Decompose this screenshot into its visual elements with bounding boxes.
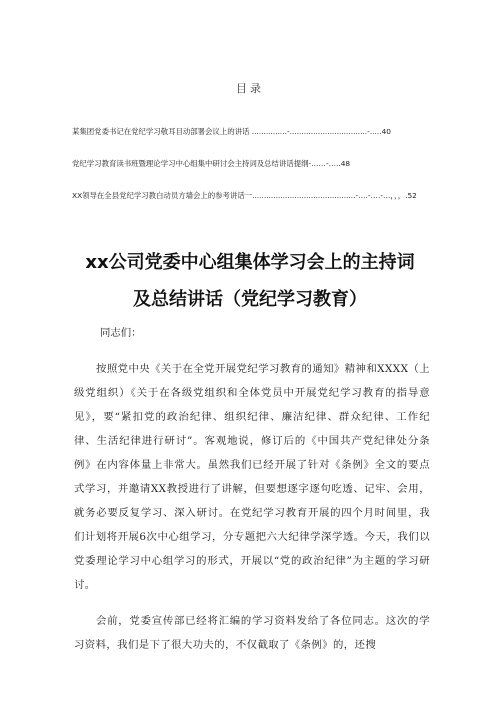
document-title: [60, 244, 440, 318]
document-title-line: xx公司党委中心组集体学习会上的主持词: [85, 252, 415, 273]
salutation: 同志们：: [100, 327, 142, 339]
toc-entry[interactable]: 党纪学习教育读书班暨理论学习中心组集中研讨会主持词及总结讲话提纲-……-…..48: [72, 159, 351, 168]
table-of-contents: [72, 126, 430, 222]
toc-entry[interactable]: 某集团党委书记在党纪学习敬耳目动部署会议上的讲话 ...............-.................................-.....40: [72, 127, 391, 136]
paragraph: 会前，党委宣传部已经将汇编的学习资料发给了各位同志。这次的学习资料，我们是下了很大功夫的，不仅截取了《条例》的，还搜: [74, 615, 430, 651]
document-title-line: 及总结讲话（党纪学习教育）: [133, 289, 367, 310]
document-body: [74, 321, 430, 669]
toc-entry[interactable]: XX领导在全县党纪学习教白动员方墙会上的参考讲话一............................................-….-….-…，，，.52: [72, 191, 417, 200]
toc-title: 目录: [236, 82, 264, 95]
paragraph: 按照党中央《关于在全党开展党纪学习教育的通知》精神和XXXX（上级党组织）《关于在各级党组织和全体党员中开展党纪学习教育的指导意见》，要“紧扣党的政治纪律、组织纪律、廉洁纪律、群众纪律、工作纪律、生活纪律进行研讨”。客观地说，修订后的《中国共产党纪律处分条例》在内容体量上非常大。虽然我们已经开展了针对《条例》全文的要点式学习，并邀请XX教授进行了讲解，但要想逐字逐句吃透、记牢、会用，就务必要反复学习、深入研讨。在党纪学习教育开展的四个月时间里，我们计划将开展6次中心组学习，分专题把六大纪律学深学透。今天，我们以党委理论学习中心组学习的形式，开展以“党的政治纪律”为主题的学习研讨。: [74, 363, 430, 591]
